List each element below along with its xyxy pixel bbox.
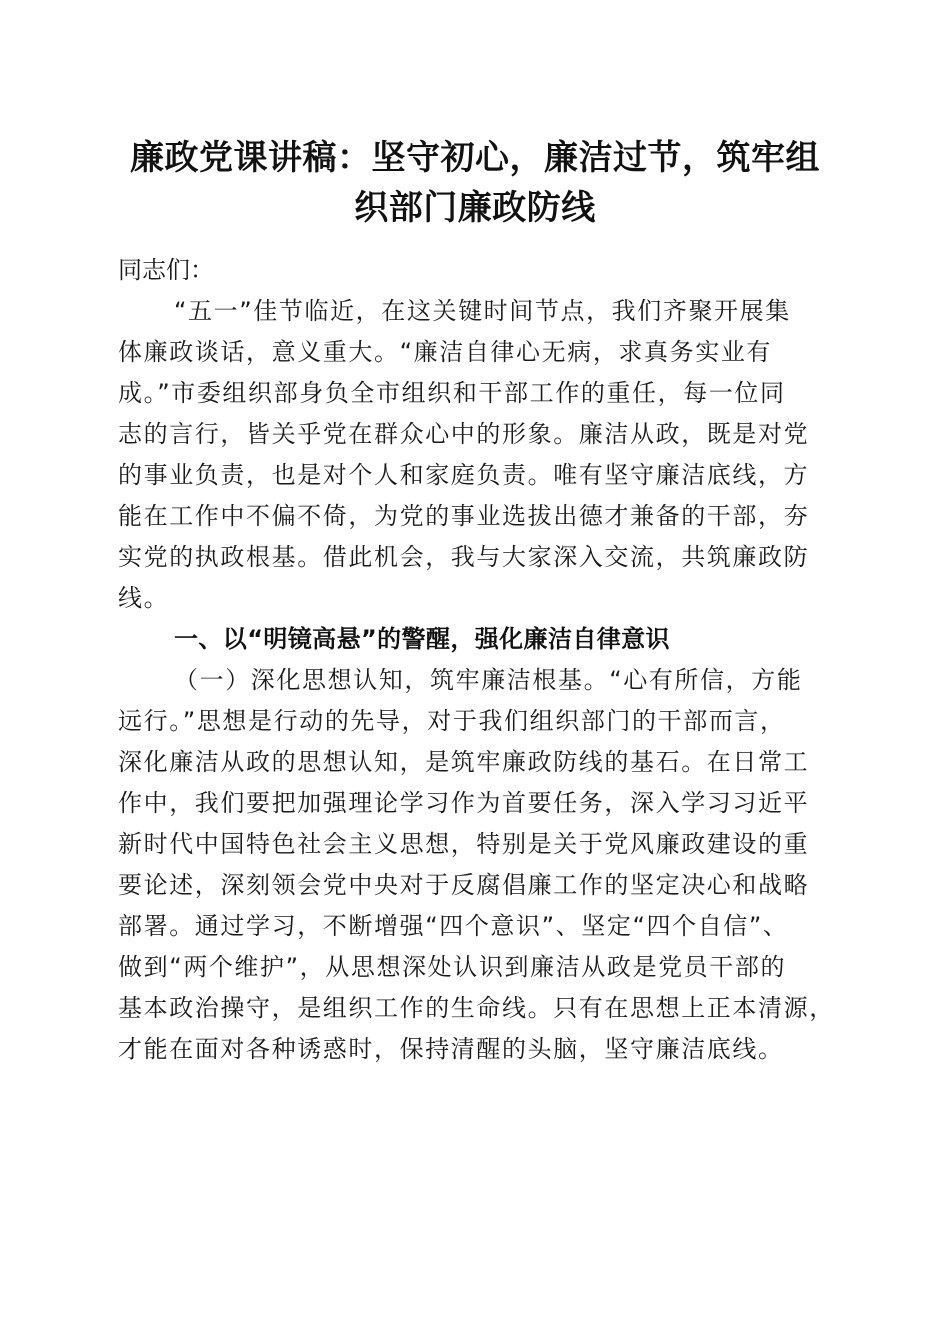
paragraph-line: 基本政治操守，是组织工作的生命线。只有在思想上正本清源， [118,994,835,1022]
document-title [110,133,840,233]
paragraph-line: 要论述，深刻领会党中央对于反腐倡廉工作的坚定决心和战略 [118,871,810,899]
title-line-2: 织部门廉政防线 [354,188,596,228]
title-line-1: 廉政党课讲稿：坚守初心，廉洁过节，筑牢组 [130,138,820,178]
document-body [118,250,834,1070]
paragraph-line: 深化廉洁从政的思想认知，是筑牢廉政防线的基石。在日常工 [118,748,810,776]
paragraph-line: 做到“两个维护”，从思想深处认识到廉洁从政是党员干部的 [118,953,787,981]
paragraph-line: 成。”市委组织部身负全市组织和干部工作的重任，每一位同 [118,379,786,407]
paragraph-line: 作中，我们要把加强理论学习作为首要任务，深入学习习近平 [118,789,810,817]
paragraph-line: 能在工作中不偏不倚，为党的事业选拔出德才兼备的干部，夯 [118,502,810,530]
paragraph-line: 才能在面对各种诱惑时，保持清醒的头脑，坚守廉洁底线。 [118,1035,784,1063]
paragraph-line: “五一”佳节临近，在这关键时间节点，我们齐聚开展集 [174,297,791,325]
paragraph-line: 实党的执政根基。借此机会，我与大家深入交流，共筑廉政防 [118,543,810,571]
paragraph-line: 远行。”思想是行动的先导，对于我们组织部门的干部而言， [118,707,786,735]
paragraph-line: 线。 [118,584,170,612]
paragraph-line: 的事业负责，也是对个人和家庭负责。唯有坚守廉洁底线，方 [118,461,810,489]
paragraph-line: 志的言行，皆关乎党在群众心中的形象。廉洁从政，既是对党 [118,420,810,448]
paragraph-section-1-1 [118,660,834,1070]
paragraph-intro [118,291,834,619]
paragraph-line: 新时代中国特色社会主义思想，特别是关于党风廉政建设的重 [118,830,810,858]
section-heading-1: 一、以“明镜高悬”的警醒，强化廉洁自律意识 [174,625,670,653]
salutation: 同志们： [118,256,214,284]
paragraph-line: 体廉政谈话，意义重大。“廉洁自律心无病，求真务实业有 [118,338,773,366]
paragraph-line: （一）深化思想认知，筑牢廉洁根基。“心有所信，方能 [174,666,803,694]
paragraph-line: 部署。通过学习，不断增强“四个意识”、坚定“四个自信”、 [118,912,789,940]
